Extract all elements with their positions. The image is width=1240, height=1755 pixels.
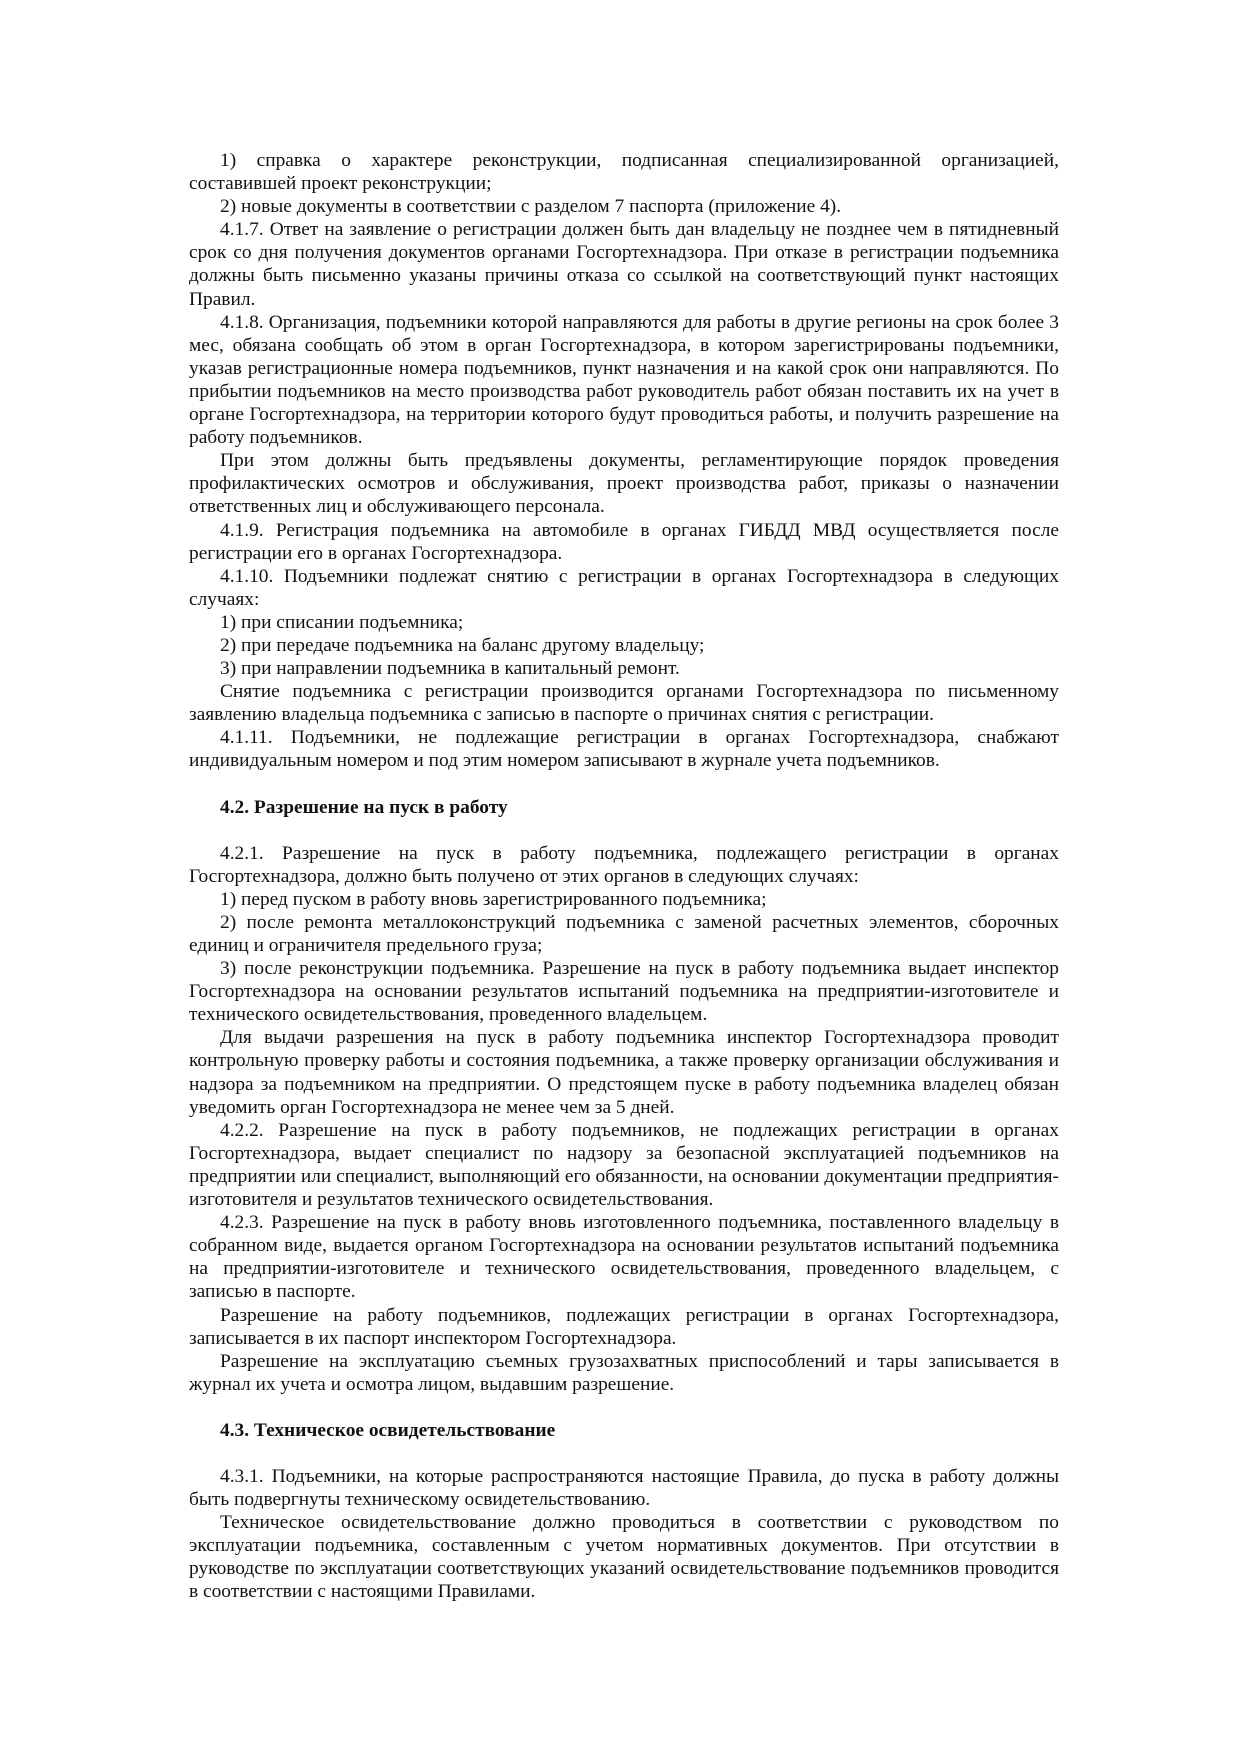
list-item: 1) при списании подъемника; (220, 611, 464, 633)
paragraph: 4.1.11. Подъемники, не подлежащие регистрации в органах Госгортехнадзора, снабжают индивидуальным номером и под этим номером записывают в журнале учета подъемников. (189, 727, 1059, 772)
paragraph: Разрешение на работу подъемников, подлежащих регистрации в органах Госгортехнадзора, записывается в их паспорт инспектором Госгортехнадзора. (189, 1304, 1059, 1349)
paragraph: 4.2.2. Разрешение на пуск в работу подъемников, не подлежащих регистрации в органах Госгортехнадзора, выдает специалист по надзору за безопасной эксплуатацией подъемников на предприятии или специалист, выполняющий его обязанности, на основании документации предприятия-изготовителя и результатов технического освидетельствования. (189, 1119, 1059, 1211)
section-heading-4-2: 4.2. Разрешение на пуск в работу (220, 796, 508, 818)
paragraph: Техническое освидетельствование должно проводиться в соответствии с руководством по эксплуатации подъемника, составленным с учетом нормативных документов. При отсутствии в руководстве по эксплуатации соответствующих указаний освидетельствование подъемников проводится в соответствии с настоящими Правилами. (189, 1512, 1059, 1603)
section-4-2 (189, 842, 1059, 1396)
paragraph: Снятие подъемника с регистрации производится органами Госгортехнадзора по письменному заявлению владельца подъемника с записью в паспорте о причинах снятия с регистрации. (189, 681, 1059, 726)
paragraph: 4.1.9. Регистрация подъемника на автомобиле в органах ГИБДД МВД осуществляется после регистрации его в органах Госгортехнадзора. (189, 519, 1059, 564)
list-item: 3) при направлении подъемника в капитальный ремонт. (220, 658, 680, 680)
paragraph: Для выдачи разрешения на пуск в работу подъемника инспектор Госгортехнадзора проводит контрольную проверку работы и состояния подъемника, а также проверку организации обслуживания и надзора за подъемником на предприятии. О предстоящем пуске в работу подъемника владелец обязан уведомить орган Госгортехнадзора не менее чем за 5 дней. (189, 1027, 1059, 1118)
paragraph: При этом должны быть предъявлены документы, регламентирующие порядок проведения профилактических осмотров и обслуживания, проект производства работ, приказы о назначении ответственных лиц и обслуживающего персонала. (189, 450, 1059, 518)
paragraph: 4.1.7. Ответ на заявление о регистрации должен быть дан владельцу не позднее чем в пятидневный срок со дня получения документов органами Госгортехнадзора. При отказе в регистрации подъемника должны быть письменно указаны причины отказа со ссылкой на соответствующий пункт настоящих Правил. (189, 219, 1059, 310)
section-heading-4-3: 4.3. Техническое освидетельствование (220, 1419, 556, 1441)
section-4-1-continuation (189, 149, 1059, 773)
paragraph: 4.2.3. Разрешение на пуск в работу вновь изготовленного подъемника, поставленного владельцу в собранном виде, выдается органом Госгортехнадзора на основании результатов испытаний подъемника на предприятии-изготовителе и технического освидетельствования, проведенного владельцем, с записью в паспорте. (189, 1212, 1059, 1303)
document-page (189, 149, 1059, 1604)
list-item: 1) перед пуском в работу вновь зарегистрированного подъемника; (220, 888, 767, 910)
list-item: 2) после ремонта металлоконструкций подъемника с заменой расчетных элементов, сборочных единиц и ограничителя предельного груза; (189, 911, 1059, 956)
paragraph: 4.1.10. Подъемники подлежат снятию с регистрации в органах Госгортехнадзора в следующих случаях: (189, 565, 1059, 610)
paragraph: 4.1.8. Организация, подъемники которой направляются для работы в другие регионы на срок более 3 мес, обязана сообщать об этом в орган Госгортехнадзора, в котором зарегистрированы подъемники, указав регистрационные номера подъемников, пункт назначения и на какой срок они направляются. По прибытии подъемников на место производства работ руководитель работ обязан поставить их на учет в органе Госгортехнадзора, на территории которого будут проводиться работы, и получить разрешение на работу подъемников. (189, 311, 1059, 449)
paragraph: 4.2.1. Разрешение на пуск в работу подъемника, подлежащего регистрации в органах Госгортехнадзора, должно быть получено от этих органов в следующих случаях: (189, 842, 1059, 887)
paragraph: 2) новые документы в соответствии с разделом 7 паспорта (приложение 4). (220, 196, 842, 218)
paragraph: Разрешение на эксплуатацию съемных грузозахватных приспособлений и тары записывается в журнал их учета и осмотра лицом, выдавшим разрешение. (189, 1350, 1059, 1395)
section-4-3 (189, 1465, 1059, 1604)
list-item: 2) при передаче подъемника на баланс другому владельцу; (220, 634, 705, 656)
list-item: 3) после реконструкции подъемника. Разрешение на пуск в работу подъемника выдает инспектор Госгортехнадзора на основании результатов испытаний подъемника на предприятии-изготовителе и технического освидетельствования, проведенного владельцем. (189, 958, 1059, 1026)
paragraph: 1) справка о характере реконструкции, подписанная специализированной организацией, составившей проект реконструкции; (189, 150, 1059, 195)
paragraph: 4.3.1. Подъемники, на которые распространяются настоящие Правила, до пуска в работу должны быть подвергнуты техническому освидетельствованию. (189, 1465, 1059, 1511)
